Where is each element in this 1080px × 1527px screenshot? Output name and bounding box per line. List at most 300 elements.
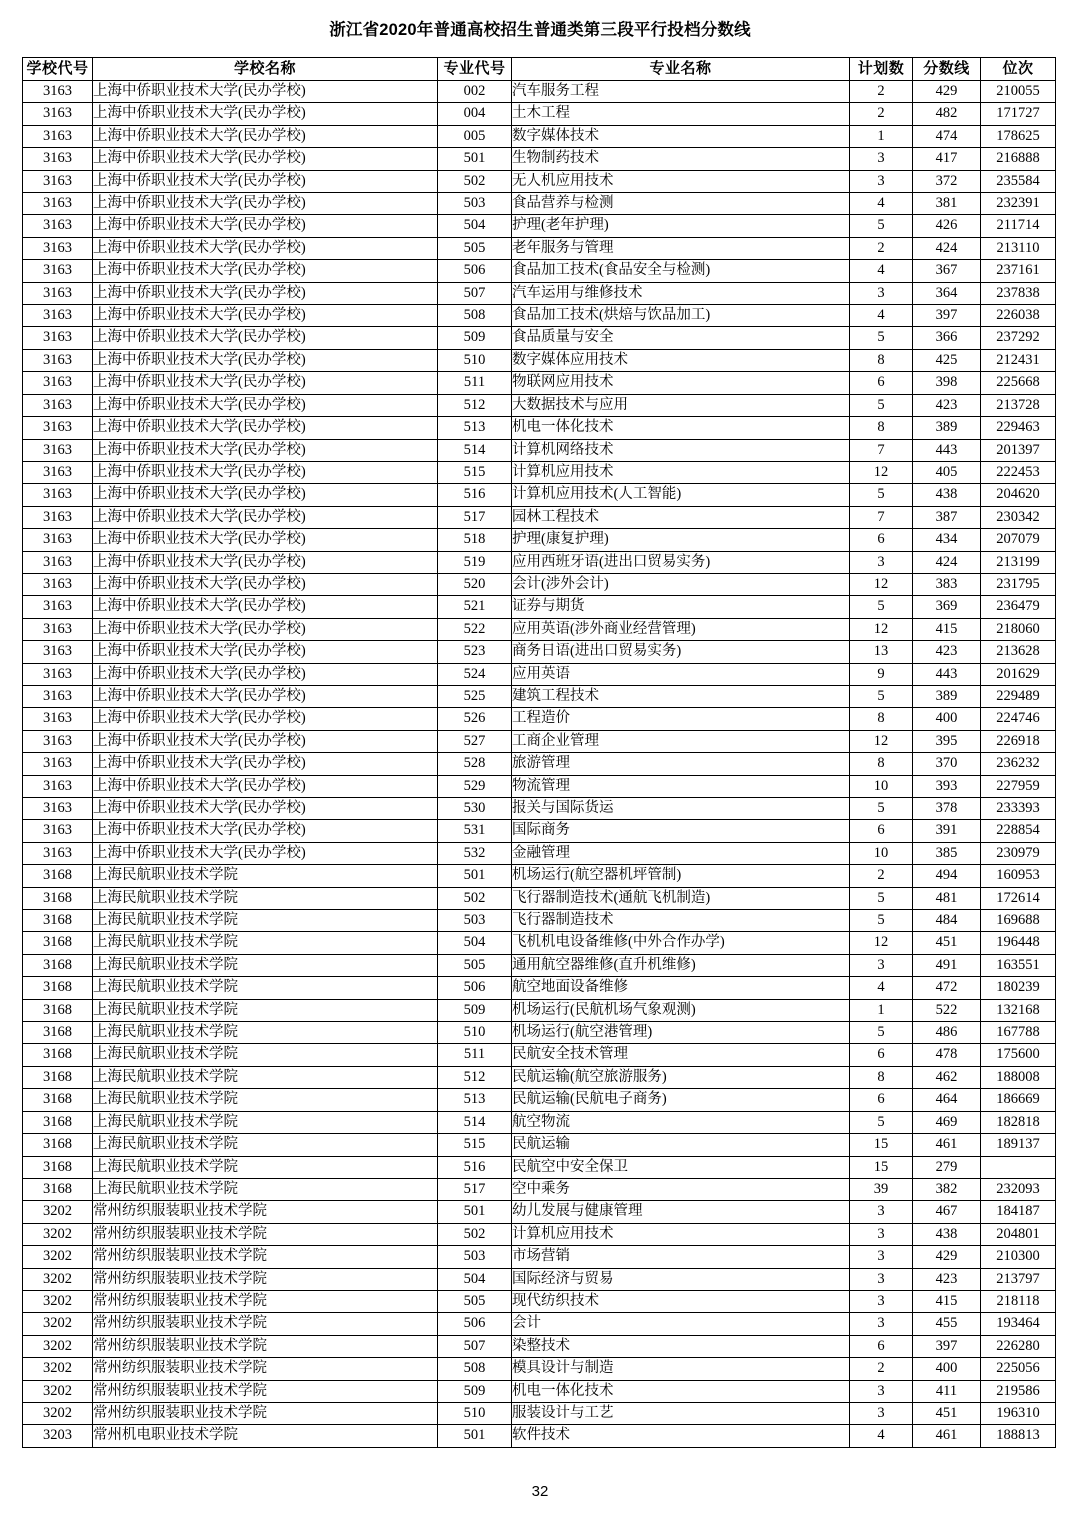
table-row <box>23 125 1056 147</box>
cell-school-code: 3168 <box>23 910 93 932</box>
cell-score-line: 438 <box>913 1223 981 1245</box>
cell-major-name: 汽车服务工程 <box>512 81 850 103</box>
cell-score-line: 415 <box>913 618 981 640</box>
cell-school-code: 3163 <box>23 394 93 416</box>
cell-rank: 232391 <box>981 193 1056 215</box>
cell-rank: 188008 <box>981 1066 1056 1088</box>
cell-rank: 230342 <box>981 506 1056 528</box>
cell-score-line: 469 <box>913 1111 981 1133</box>
cell-plan-count: 6 <box>850 529 913 551</box>
cell-major-code: 501 <box>438 1201 512 1223</box>
cell-score-line: 425 <box>913 349 981 371</box>
cell-school-name: 上海民航职业技术学院 <box>93 1178 438 1200</box>
cell-major-code: 501 <box>438 865 512 887</box>
table-row <box>23 910 1056 932</box>
cell-plan-count: 3 <box>850 1223 913 1245</box>
cell-score-line: 522 <box>913 999 981 1021</box>
cell-major-code: 502 <box>438 170 512 192</box>
cell-score-line: 400 <box>913 1358 981 1380</box>
cell-score-line: 461 <box>913 1425 981 1447</box>
cell-school-code: 3163 <box>23 349 93 371</box>
cell-major-name: 商务日语(进出口贸易实务) <box>512 641 850 663</box>
cell-school-name: 常州纺织服装职业技术学院 <box>93 1201 438 1223</box>
cell-major-name: 应用英语 <box>512 663 850 685</box>
cell-school-code: 3168 <box>23 1066 93 1088</box>
cell-plan-count: 3 <box>850 1313 913 1335</box>
cell-major-name: 工商企业管理 <box>512 730 850 752</box>
cell-school-code: 3202 <box>23 1335 93 1357</box>
cell-school-name: 上海中侨职业技术大学(民办学校) <box>93 260 438 282</box>
cell-major-code: 505 <box>438 954 512 976</box>
cell-major-code: 512 <box>438 1066 512 1088</box>
cell-score-line: 405 <box>913 461 981 483</box>
cell-major-name: 会计(涉外会计) <box>512 573 850 595</box>
cell-major-code: 501 <box>438 1425 512 1447</box>
cell-school-code: 3163 <box>23 573 93 595</box>
cell-score-line: 385 <box>913 842 981 864</box>
cell-school-name: 上海中侨职业技术大学(民办学校) <box>93 125 438 147</box>
table-row <box>23 573 1056 595</box>
cell-major-name: 食品质量与安全 <box>512 327 850 349</box>
cell-plan-count: 2 <box>850 1358 913 1380</box>
cell-score-line: 397 <box>913 1335 981 1357</box>
cell-school-name: 上海中侨职业技术大学(民办学校) <box>93 484 438 506</box>
cell-score-line: 451 <box>913 932 981 954</box>
cell-rank: 210300 <box>981 1246 1056 1268</box>
cell-major-name: 食品营养与检测 <box>512 193 850 215</box>
cell-rank: 186669 <box>981 1089 1056 1111</box>
cell-rank: 189137 <box>981 1134 1056 1156</box>
cell-major-code: 515 <box>438 1134 512 1156</box>
cell-plan-count: 6 <box>850 820 913 842</box>
cell-school-code: 3168 <box>23 887 93 909</box>
cell-score-line: 415 <box>913 1290 981 1312</box>
cell-plan-count: 3 <box>850 170 913 192</box>
cell-school-code: 3163 <box>23 663 93 685</box>
cell-major-code: 530 <box>438 798 512 820</box>
cell-school-code: 3163 <box>23 529 93 551</box>
cell-rank: 196448 <box>981 932 1056 954</box>
cell-major-code: 503 <box>438 910 512 932</box>
table-row <box>23 1335 1056 1357</box>
cell-plan-count: 5 <box>850 327 913 349</box>
table-body <box>23 81 1056 1448</box>
cell-school-code: 3163 <box>23 215 93 237</box>
cell-school-name: 上海中侨职业技术大学(民办学校) <box>93 394 438 416</box>
cell-score-line: 364 <box>913 282 981 304</box>
cell-major-name: 食品加工技术(食品安全与检测) <box>512 260 850 282</box>
cell-score-line: 478 <box>913 1044 981 1066</box>
cell-school-name: 常州纺织服装职业技术学院 <box>93 1380 438 1402</box>
cell-school-name: 上海中侨职业技术大学(民办学校) <box>93 708 438 730</box>
table-row <box>23 842 1056 864</box>
cell-major-code: 525 <box>438 685 512 707</box>
cell-school-name: 上海中侨职业技术大学(民办学校) <box>93 506 438 528</box>
column-header-plan-count: 计划数 <box>850 58 913 81</box>
cell-plan-count: 3 <box>850 1380 913 1402</box>
cell-major-code: 510 <box>438 349 512 371</box>
cell-rank: 218118 <box>981 1290 1056 1312</box>
cell-rank: 218060 <box>981 618 1056 640</box>
cell-school-name: 上海民航职业技术学院 <box>93 932 438 954</box>
cell-major-code: 502 <box>438 1223 512 1245</box>
cell-major-name: 机场运行(航空器机坪管制) <box>512 865 850 887</box>
table-row <box>23 798 1056 820</box>
cell-major-code: 002 <box>438 81 512 103</box>
table-row <box>23 775 1056 797</box>
cell-score-line: 397 <box>913 305 981 327</box>
cell-rank: 213628 <box>981 641 1056 663</box>
cell-plan-count: 8 <box>850 753 913 775</box>
cell-major-name: 现代纺织技术 <box>512 1290 850 1312</box>
cell-major-name: 物联网应用技术 <box>512 372 850 394</box>
cell-score-line: 451 <box>913 1402 981 1424</box>
cell-major-name: 老年服务与管理 <box>512 237 850 259</box>
cell-score-line: 423 <box>913 394 981 416</box>
cell-plan-count: 5 <box>850 887 913 909</box>
table-row <box>23 1246 1056 1268</box>
table-row <box>23 865 1056 887</box>
cell-school-name: 上海中侨职业技术大学(民办学校) <box>93 349 438 371</box>
cell-major-name: 民航运输 <box>512 1134 850 1156</box>
cell-rank: 236479 <box>981 596 1056 618</box>
cell-rank: 224746 <box>981 708 1056 730</box>
column-header-major-name: 专业名称 <box>512 58 850 81</box>
table-row <box>23 327 1056 349</box>
cell-school-name: 常州纺织服装职业技术学院 <box>93 1358 438 1380</box>
cell-school-code: 3168 <box>23 865 93 887</box>
cell-school-code: 3202 <box>23 1290 93 1312</box>
cell-school-code: 3163 <box>23 842 93 864</box>
cell-major-code: 532 <box>438 842 512 864</box>
cell-rank: 236232 <box>981 753 1056 775</box>
cell-school-code: 3168 <box>23 1022 93 1044</box>
cell-major-code: 509 <box>438 1380 512 1402</box>
cell-plan-count: 12 <box>850 730 913 752</box>
cell-score-line: 464 <box>913 1089 981 1111</box>
cell-school-code: 3163 <box>23 305 93 327</box>
cell-score-line: 462 <box>913 1066 981 1088</box>
cell-score-line: 411 <box>913 1380 981 1402</box>
table-row <box>23 1380 1056 1402</box>
cell-rank: 196310 <box>981 1402 1056 1424</box>
cell-major-name: 园林工程技术 <box>512 506 850 528</box>
table-row <box>23 1201 1056 1223</box>
cell-major-code: 504 <box>438 932 512 954</box>
cell-school-name: 上海民航职业技术学院 <box>93 999 438 1021</box>
cell-school-name: 上海中侨职业技术大学(民办学校) <box>93 439 438 461</box>
cell-score-line: 423 <box>913 641 981 663</box>
table-row <box>23 641 1056 663</box>
cell-school-name: 上海民航职业技术学院 <box>93 1089 438 1111</box>
cell-plan-count: 2 <box>850 865 913 887</box>
table-row <box>23 1156 1056 1178</box>
cell-school-name: 上海中侨职业技术大学(民办学校) <box>93 641 438 663</box>
cell-school-code: 3163 <box>23 282 93 304</box>
cell-school-name: 上海中侨职业技术大学(民办学校) <box>93 551 438 573</box>
cell-major-code: 531 <box>438 820 512 842</box>
cell-plan-count: 4 <box>850 305 913 327</box>
cell-major-code: 529 <box>438 775 512 797</box>
table-row <box>23 1290 1056 1312</box>
cell-plan-count: 5 <box>850 910 913 932</box>
cell-score-line: 369 <box>913 596 981 618</box>
table-row <box>23 461 1056 483</box>
cell-plan-count: 4 <box>850 977 913 999</box>
cell-rank: 193464 <box>981 1313 1056 1335</box>
cell-rank: 212431 <box>981 349 1056 371</box>
cell-school-code: 3163 <box>23 641 93 663</box>
table-row <box>23 551 1056 573</box>
table-row <box>23 618 1056 640</box>
cell-school-name: 上海民航职业技术学院 <box>93 887 438 909</box>
cell-rank: 167788 <box>981 1022 1056 1044</box>
cell-plan-count: 5 <box>850 685 913 707</box>
cell-plan-count: 5 <box>850 394 913 416</box>
cell-school-code: 3163 <box>23 775 93 797</box>
cell-major-code: 005 <box>438 125 512 147</box>
cell-rank: 201397 <box>981 439 1056 461</box>
cell-school-code: 3168 <box>23 1134 93 1156</box>
cell-school-name: 上海民航职业技术学院 <box>93 1022 438 1044</box>
cell-major-name: 计算机应用技术 <box>512 1223 850 1245</box>
cell-major-code: 504 <box>438 215 512 237</box>
cell-school-code: 3163 <box>23 125 93 147</box>
cell-school-code: 3163 <box>23 685 93 707</box>
cell-major-name: 国际经济与贸易 <box>512 1268 850 1290</box>
cell-major-name: 证券与期货 <box>512 596 850 618</box>
cell-plan-count: 6 <box>850 372 913 394</box>
table-row <box>23 977 1056 999</box>
cell-rank: 207079 <box>981 529 1056 551</box>
cell-major-name: 软件技术 <box>512 1425 850 1447</box>
table-row <box>23 596 1056 618</box>
cell-score-line: 443 <box>913 663 981 685</box>
cell-plan-count: 10 <box>850 842 913 864</box>
cell-school-code: 3168 <box>23 977 93 999</box>
cell-score-line: 382 <box>913 1178 981 1200</box>
cell-school-name: 上海中侨职业技术大学(民办学校) <box>93 193 438 215</box>
cell-school-code: 3163 <box>23 798 93 820</box>
cell-school-name: 上海中侨职业技术大学(民办学校) <box>93 215 438 237</box>
cell-rank: 204801 <box>981 1223 1056 1245</box>
cell-rank: 232093 <box>981 1178 1056 1200</box>
cell-plan-count: 13 <box>850 641 913 663</box>
cell-plan-count: 15 <box>850 1134 913 1156</box>
cell-major-name: 旅游管理 <box>512 753 850 775</box>
cell-school-code: 3168 <box>23 1044 93 1066</box>
cell-school-code: 3202 <box>23 1268 93 1290</box>
cell-major-name: 计算机应用技术(人工智能) <box>512 484 850 506</box>
cell-school-code: 3202 <box>23 1380 93 1402</box>
cell-rank: 132168 <box>981 999 1056 1021</box>
cell-major-name: 生物制药技术 <box>512 148 850 170</box>
table-row <box>23 484 1056 506</box>
cell-major-name: 市场营销 <box>512 1246 850 1268</box>
table-header <box>23 58 1056 81</box>
table-row <box>23 282 1056 304</box>
cell-major-code: 523 <box>438 641 512 663</box>
cell-rank: 163551 <box>981 954 1056 976</box>
cell-score-line: 486 <box>913 1022 981 1044</box>
cell-major-name: 计算机网络技术 <box>512 439 850 461</box>
table-row <box>23 103 1056 125</box>
cell-rank: 233393 <box>981 798 1056 820</box>
cell-major-code: 507 <box>438 1335 512 1357</box>
table-row <box>23 685 1056 707</box>
cell-plan-count: 2 <box>850 81 913 103</box>
cell-major-name: 无人机应用技术 <box>512 170 850 192</box>
cell-school-name: 上海中侨职业技术大学(民办学校) <box>93 372 438 394</box>
cell-rank: 226918 <box>981 730 1056 752</box>
cell-rank: 188813 <box>981 1425 1056 1447</box>
cell-school-name: 上海中侨职业技术大学(民办学校) <box>93 461 438 483</box>
cell-score-line: 484 <box>913 910 981 932</box>
cell-school-name: 上海中侨职业技术大学(民办学校) <box>93 842 438 864</box>
cell-rank: 230979 <box>981 842 1056 864</box>
cell-major-code: 513 <box>438 417 512 439</box>
cell-school-name: 上海民航职业技术学院 <box>93 1156 438 1178</box>
table-row <box>23 954 1056 976</box>
table-row <box>23 506 1056 528</box>
cell-school-name: 上海中侨职业技术大学(民办学校) <box>93 730 438 752</box>
cell-rank: 180239 <box>981 977 1056 999</box>
cell-score-line: 472 <box>913 977 981 999</box>
cell-major-code: 513 <box>438 1089 512 1111</box>
cell-major-code: 509 <box>438 999 512 1021</box>
cell-plan-count: 6 <box>850 1089 913 1111</box>
cell-plan-count: 3 <box>850 148 913 170</box>
cell-score-line: 398 <box>913 372 981 394</box>
cell-school-name: 上海民航职业技术学院 <box>93 865 438 887</box>
cell-plan-count: 3 <box>850 954 913 976</box>
cell-school-code: 3163 <box>23 820 93 842</box>
cell-school-name: 上海中侨职业技术大学(民办学校) <box>93 417 438 439</box>
cell-rank: 213110 <box>981 237 1056 259</box>
cell-major-code: 527 <box>438 730 512 752</box>
cell-score-line: 494 <box>913 865 981 887</box>
table-row <box>23 932 1056 954</box>
cell-major-code: 510 <box>438 1022 512 1044</box>
cell-plan-count: 4 <box>850 1425 913 1447</box>
cell-plan-count: 12 <box>850 573 913 595</box>
cell-score-line: 424 <box>913 237 981 259</box>
table-row <box>23 1111 1056 1133</box>
cell-major-code: 514 <box>438 1111 512 1133</box>
cell-score-line: 417 <box>913 148 981 170</box>
cell-major-code: 528 <box>438 753 512 775</box>
cell-major-code: 507 <box>438 282 512 304</box>
cell-school-name: 上海民航职业技术学院 <box>93 910 438 932</box>
table-row <box>23 663 1056 685</box>
cell-rank: 175600 <box>981 1044 1056 1066</box>
table-row <box>23 417 1056 439</box>
cell-score-line: 443 <box>913 439 981 461</box>
cell-plan-count: 1 <box>850 125 913 147</box>
cell-rank: 228854 <box>981 820 1056 842</box>
cell-major-name: 机电一体化技术 <box>512 1380 850 1402</box>
cell-school-name: 常州纺织服装职业技术学院 <box>93 1335 438 1357</box>
cell-school-code: 3163 <box>23 484 93 506</box>
cell-school-name: 上海中侨职业技术大学(民办学校) <box>93 237 438 259</box>
table-row <box>23 439 1056 461</box>
cell-rank: 235584 <box>981 170 1056 192</box>
cell-school-code: 3202 <box>23 1402 93 1424</box>
cell-major-name: 计算机应用技术 <box>512 461 850 483</box>
cell-school-code: 3163 <box>23 237 93 259</box>
cell-major-name: 机场运行(民航机场气象观测) <box>512 999 850 1021</box>
table-row <box>23 394 1056 416</box>
cell-score-line: 423 <box>913 1268 981 1290</box>
cell-major-name: 机场运行(航空港管理) <box>512 1022 850 1044</box>
cell-score-line: 395 <box>913 730 981 752</box>
cell-school-name: 上海中侨职业技术大学(民办学校) <box>93 170 438 192</box>
cell-major-name: 通用航空器维修(直升机维修) <box>512 954 850 976</box>
table-row <box>23 349 1056 371</box>
table-row <box>23 170 1056 192</box>
cell-school-name: 上海中侨职业技术大学(民办学校) <box>93 282 438 304</box>
cell-rank: 211714 <box>981 215 1056 237</box>
cell-score-line: 474 <box>913 125 981 147</box>
table-row <box>23 1358 1056 1380</box>
cell-school-code: 3163 <box>23 372 93 394</box>
cell-plan-count: 5 <box>850 596 913 618</box>
table-row <box>23 708 1056 730</box>
table-row <box>23 215 1056 237</box>
cell-school-name: 常州纺织服装职业技术学院 <box>93 1313 438 1335</box>
cell-rank: 169688 <box>981 910 1056 932</box>
cell-score-line: 429 <box>913 81 981 103</box>
cell-plan-count: 3 <box>850 1268 913 1290</box>
cell-school-name: 上海民航职业技术学院 <box>93 954 438 976</box>
cell-school-name: 上海民航职业技术学院 <box>93 977 438 999</box>
cell-plan-count: 15 <box>850 1156 913 1178</box>
cell-major-code: 516 <box>438 484 512 506</box>
table-row <box>23 81 1056 103</box>
cell-school-name: 上海中侨职业技术大学(民办学校) <box>93 573 438 595</box>
cell-major-name: 数字媒体技术 <box>512 125 850 147</box>
cell-rank: 178625 <box>981 125 1056 147</box>
column-header-major-code: 专业代号 <box>438 58 512 81</box>
cell-plan-count: 2 <box>850 103 913 125</box>
cell-major-name: 机电一体化技术 <box>512 417 850 439</box>
cell-plan-count: 5 <box>850 1111 913 1133</box>
table-row <box>23 999 1056 1021</box>
cell-major-name: 应用西班牙语(进出口贸易实务) <box>512 551 850 573</box>
cell-major-name: 工程造价 <box>512 708 850 730</box>
cell-school-code: 3168 <box>23 932 93 954</box>
table-header-row <box>23 58 1056 81</box>
cell-rank: 229463 <box>981 417 1056 439</box>
cell-major-name: 民航运输(航空旅游服务) <box>512 1066 850 1088</box>
cell-plan-count: 2 <box>850 237 913 259</box>
table-row <box>23 1313 1056 1335</box>
cell-school-name: 上海中侨职业技术大学(民办学校) <box>93 753 438 775</box>
cell-school-code: 3168 <box>23 1111 93 1133</box>
cell-score-line: 378 <box>913 798 981 820</box>
cell-school-name: 常州纺织服装职业技术学院 <box>93 1268 438 1290</box>
cell-plan-count: 8 <box>850 349 913 371</box>
cell-rank: 229489 <box>981 685 1056 707</box>
cell-major-code: 505 <box>438 1290 512 1312</box>
cell-plan-count: 7 <box>850 506 913 528</box>
page-number: 32 <box>531 1483 549 1500</box>
table-row <box>23 193 1056 215</box>
cell-plan-count: 6 <box>850 1335 913 1357</box>
cell-school-code: 3163 <box>23 81 93 103</box>
cell-major-name: 会计 <box>512 1313 850 1335</box>
cell-school-code: 3163 <box>23 193 93 215</box>
